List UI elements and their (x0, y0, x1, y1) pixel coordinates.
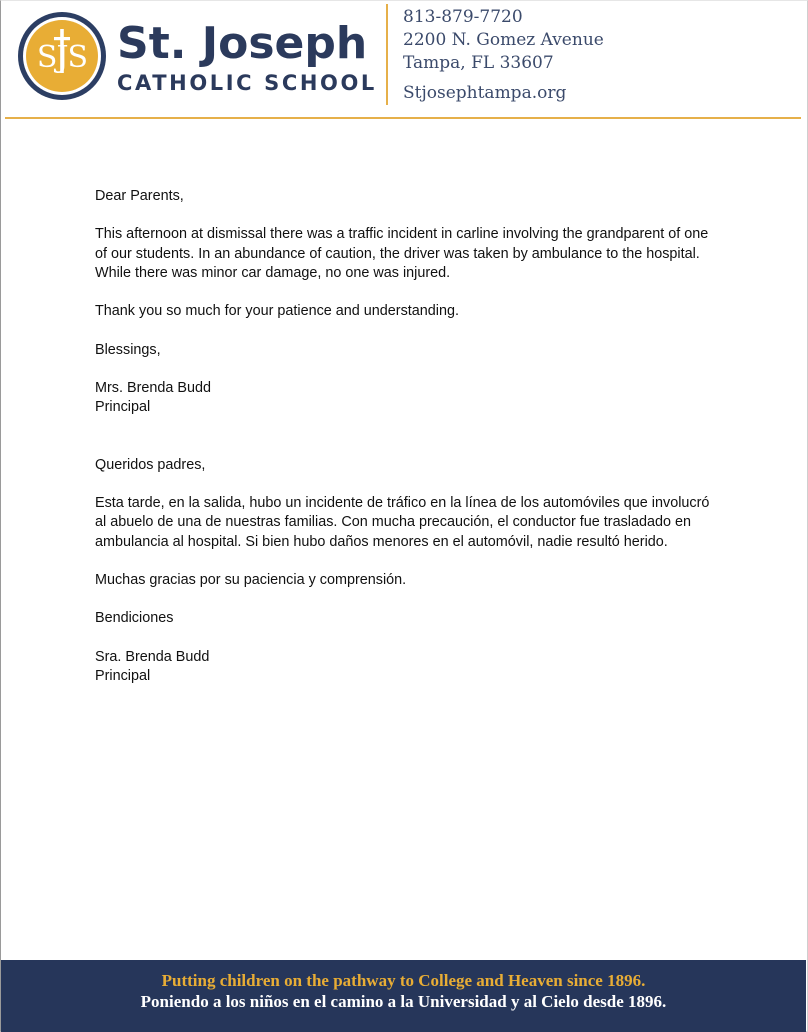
phone-number: 813-879-7720 (403, 7, 523, 27)
paragraph-en-2: Thank you so much for your patience and understanding. (95, 303, 459, 320)
footer-motto-es: Poniendo a los niños en el camino a la Universidad y al Cielo desde 1896. (140, 992, 667, 1011)
salutation-es: Queridos padres, (95, 456, 206, 473)
footer-band (1, 960, 806, 1032)
closing-en: Blessings, (95, 341, 161, 358)
address-line-1: 2200 N. Gomez Avenue (403, 30, 604, 50)
letter-body (95, 187, 715, 705)
paragraph-es-1: Esta tarde, en la salida, hubo un incidente de tráfico en la línea de los automóviles que involucró al abuelo de una de nuestras familias. Con mucha precaución, el conductor fue trasladado en ambulancia al hospital. Si bien hubo daños menores en el automóvil, nadie resultó herido. (95, 495, 710, 550)
signature-en (95, 379, 715, 417)
signature-es (95, 648, 715, 686)
signer-name-es: Sra. Brenda Budd (95, 648, 210, 665)
paragraph-en-1: This afternoon at dismissal there was a traffic incident in carline involving the grandparent of one of our students. In an abundance of caution, the driver was taken by ambulance to the hospital. While there was minor car damage, no one was injured. (95, 226, 709, 281)
header-divider (386, 4, 388, 105)
signer-title-es: Principal (95, 667, 151, 684)
contact-block (403, 6, 604, 105)
closing-es: Bendiciones (95, 610, 174, 627)
website-link[interactable]: Stjosephtampa.org (403, 83, 567, 103)
school-logo (18, 12, 106, 100)
sjs-monogram-icon (26, 20, 98, 92)
signer-name-en: Mrs. Brenda Budd (95, 379, 211, 396)
salutation-en: Dear Parents, (95, 188, 184, 204)
school-subtitle: CATHOLIC SCHOOL (117, 71, 377, 95)
footer-motto-en: Putting children on the pathway to College and Heaven since 1896. (161, 971, 646, 990)
school-name: St. Joseph (117, 18, 368, 69)
signer-title-en: Principal (95, 399, 151, 416)
paragraph-es-2: Muchas gracias por su paciencia y comprensión. (95, 571, 407, 588)
header-rule (5, 117, 801, 119)
address-line-2: Tampa, FL 33607 (403, 53, 554, 73)
logo-monogram-text: SJS (36, 40, 88, 75)
